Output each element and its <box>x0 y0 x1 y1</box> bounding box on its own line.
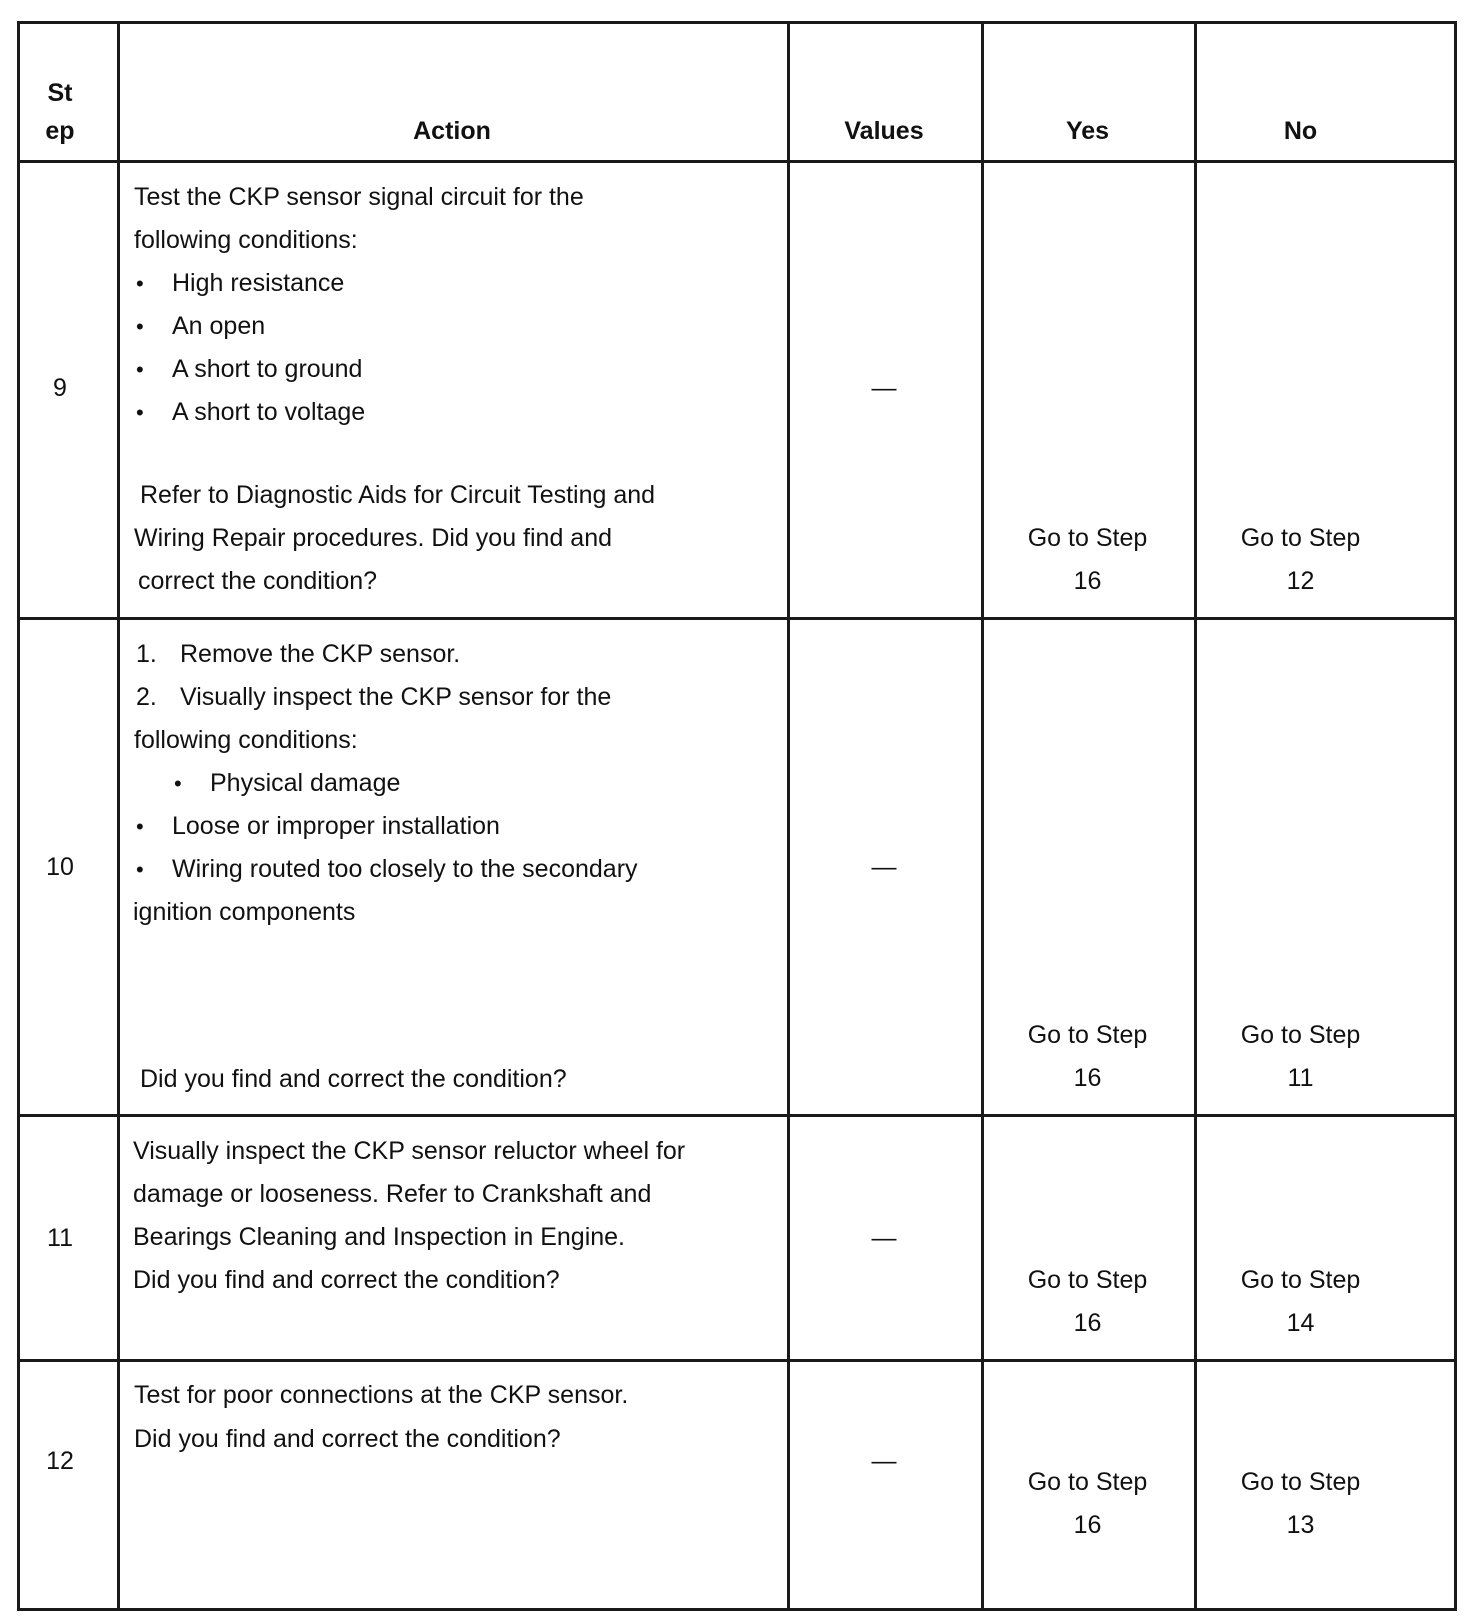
action-text: following conditions: <box>134 726 358 754</box>
yes-step: 16 <box>1073 1064 1102 1092</box>
action-question: Did you find and correct the condition? <box>134 1425 561 1453</box>
yes-cell <box>981 1020 1194 1093</box>
header-step-line1: St <box>47 79 73 107</box>
yes-step: 16 <box>1073 567 1102 595</box>
row-divider <box>20 1359 1454 1362</box>
yes-cell <box>981 1467 1194 1540</box>
header-yes: Yes <box>1065 117 1110 145</box>
action-text: Test the CKP sensor signal circuit for the <box>134 183 584 211</box>
action-text: Bearings Cleaning and Inspection in Engine. <box>133 1223 626 1251</box>
list-number: 2. <box>136 683 157 711</box>
no-label: Go to Step <box>1240 1021 1361 1049</box>
no-cell <box>1194 523 1407 596</box>
values-cell <box>787 1446 981 1476</box>
step-number: 11 <box>47 1224 73 1252</box>
action-text: following conditions: <box>134 226 358 254</box>
header-values: Values <box>844 117 924 145</box>
values-cell <box>787 373 981 403</box>
action-text: damage or looseness. Refer to Crankshaft and <box>133 1180 652 1208</box>
step-number: 10 <box>46 853 74 881</box>
column-divider <box>787 24 790 1608</box>
no-cell <box>1194 1020 1407 1093</box>
no-cell <box>1194 1467 1407 1540</box>
values-dash: — <box>871 1224 897 1252</box>
yes-label: Go to Step <box>1027 1021 1148 1049</box>
bullet-icon: • <box>136 400 144 425</box>
bullet-icon: • <box>136 814 144 839</box>
row-divider <box>20 160 1454 163</box>
bullet-icon: • <box>136 271 144 296</box>
action-question: Did you find and correct the condition? <box>140 1065 567 1093</box>
action-bullet: Physical damage <box>210 769 401 797</box>
bullet-icon: • <box>174 771 182 796</box>
no-step: 11 <box>1287 1064 1314 1092</box>
values-dash: — <box>871 1447 897 1475</box>
action-text: correct the condition? <box>138 567 378 595</box>
row-divider <box>20 1114 1454 1117</box>
no-label: Go to Step <box>1240 524 1361 552</box>
action-bullet: High resistance <box>172 269 345 297</box>
yes-label: Go to Step <box>1027 524 1148 552</box>
yes-label: Go to Step <box>1027 1266 1148 1294</box>
values-cell <box>787 852 981 882</box>
action-text: Wiring Repair procedures. Did you find and <box>134 524 613 552</box>
column-divider <box>117 24 120 1608</box>
action-bullet: Wiring routed too closely to the secondary <box>172 855 638 883</box>
action-text: Test for poor connections at the CKP sensor. <box>134 1381 629 1409</box>
action-bullet: A short to ground <box>172 355 363 383</box>
bullet-icon: • <box>136 857 144 882</box>
values-dash: — <box>871 853 897 881</box>
no-step: 13 <box>1286 1511 1315 1539</box>
no-label: Go to Step <box>1240 1468 1361 1496</box>
step-number: 12 <box>46 1447 74 1475</box>
action-text: Visually inspect the CKP sensor for the <box>180 683 612 711</box>
yes-cell <box>981 523 1194 596</box>
action-text: ignition components <box>133 898 356 926</box>
bullet-icon: • <box>136 357 144 382</box>
yes-step: 16 <box>1073 1309 1102 1337</box>
header-step-line2: ep <box>45 117 75 145</box>
values-cell <box>787 1223 981 1253</box>
list-number: 1. <box>136 640 157 668</box>
no-label: Go to Step <box>1240 1266 1361 1294</box>
column-divider <box>981 24 984 1608</box>
action-text: Refer to Diagnostic Aids for Circuit Testing and <box>140 481 656 509</box>
action-bullet: Loose or improper installation <box>172 812 500 840</box>
no-step: 12 <box>1286 567 1315 595</box>
action-question: Did you find and correct the condition? <box>133 1266 560 1294</box>
yes-step: 16 <box>1073 1511 1102 1539</box>
header-no: No <box>1283 117 1318 145</box>
action-bullet: A short to voltage <box>172 398 366 426</box>
header-action: Action <box>413 117 491 145</box>
values-dash: — <box>871 374 897 402</box>
action-text: Visually inspect the CKP sensor reluctor wheel for <box>133 1137 686 1165</box>
no-cell <box>1194 1265 1407 1338</box>
yes-cell <box>981 1265 1194 1338</box>
step-number: 9 <box>53 374 67 402</box>
column-divider <box>1194 24 1197 1608</box>
action-bullet: An open <box>172 312 266 340</box>
header-step <box>20 78 100 146</box>
yes-label: Go to Step <box>1027 1468 1148 1496</box>
bullet-icon: • <box>136 314 144 339</box>
action-text: Remove the CKP sensor. <box>180 640 461 668</box>
no-step: 14 <box>1286 1309 1315 1337</box>
row-divider <box>20 617 1454 620</box>
